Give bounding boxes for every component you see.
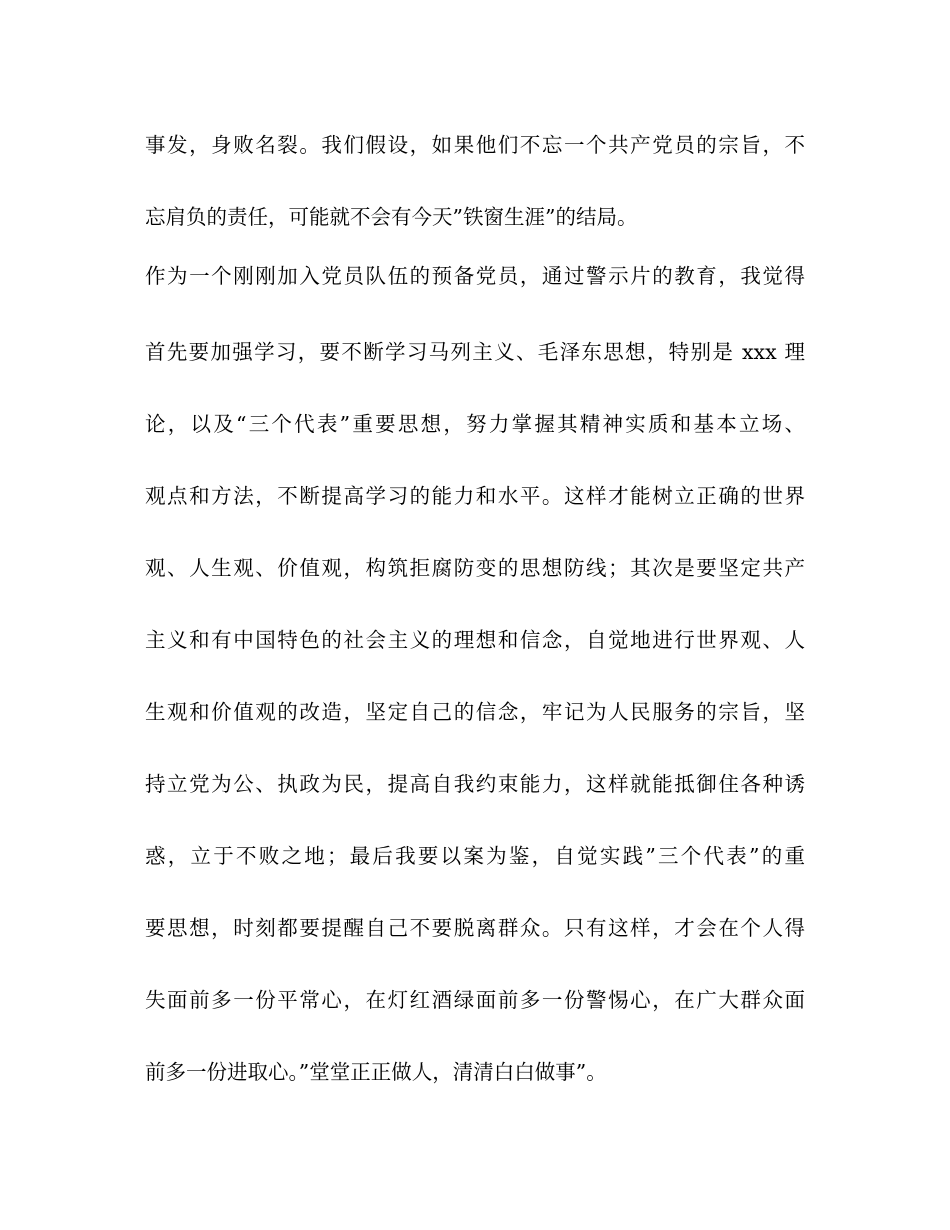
paragraph-line: 惑，立于不败之地；最后我要以案为鉴，自觉实践”三个代表”的重 (145, 844, 805, 868)
paragraph-line: 论，以及“三个代表”重要思想，努力掌握其精神实质和基本立场、 (145, 412, 805, 436)
paragraph-line: 作为一个刚刚加入党员队伍的预备党员，通过警示片的教育，我觉得 (145, 264, 805, 288)
paragraph-line: 失面前多一份平常心，在灯红酒绿面前多一份警惕心，在广大群众面 (145, 988, 805, 1012)
paragraph-line: 事发，身败名裂。我们假设，如果他们不忘一个共产党员的宗旨，不 (145, 133, 805, 157)
paragraph-line: 观、人生观、价值观，构筑拒腐防变的思想防线；其次是要坚定共产 (145, 556, 805, 580)
paragraph-line: 要思想，时刻都要提醒自己不要脱离群众。只有这样，才会在个人得 (145, 916, 805, 940)
paragraph-line: 前多一份进取心。”堂堂正正做人，清清白白做事”。 (145, 1060, 607, 1084)
paragraph-line: 持立党为公、执政为民，提高自我约束能力，这样就能抵御住各种诱 (145, 772, 805, 796)
paragraph-line: 首先要加强学习，要不断学习马列主义、毛泽东思想，特别是 xxx 理 (145, 340, 805, 364)
paragraph-line: 观点和方法，不断提高学习的能力和水平。这样才能树立正确的世界 (145, 484, 805, 508)
paragraph-line: 主义和有中国特色的社会主义的理想和信念，自觉地进行世界观、人 (145, 628, 805, 652)
paragraph-line: 忘肩负的责任，可能就不会有今天”铁窗生涯”的结局。 (145, 205, 638, 229)
paragraph-line: 生观和价值观的改造，坚定自己的信念，牢记为人民服务的宗旨，坚 (145, 700, 805, 724)
